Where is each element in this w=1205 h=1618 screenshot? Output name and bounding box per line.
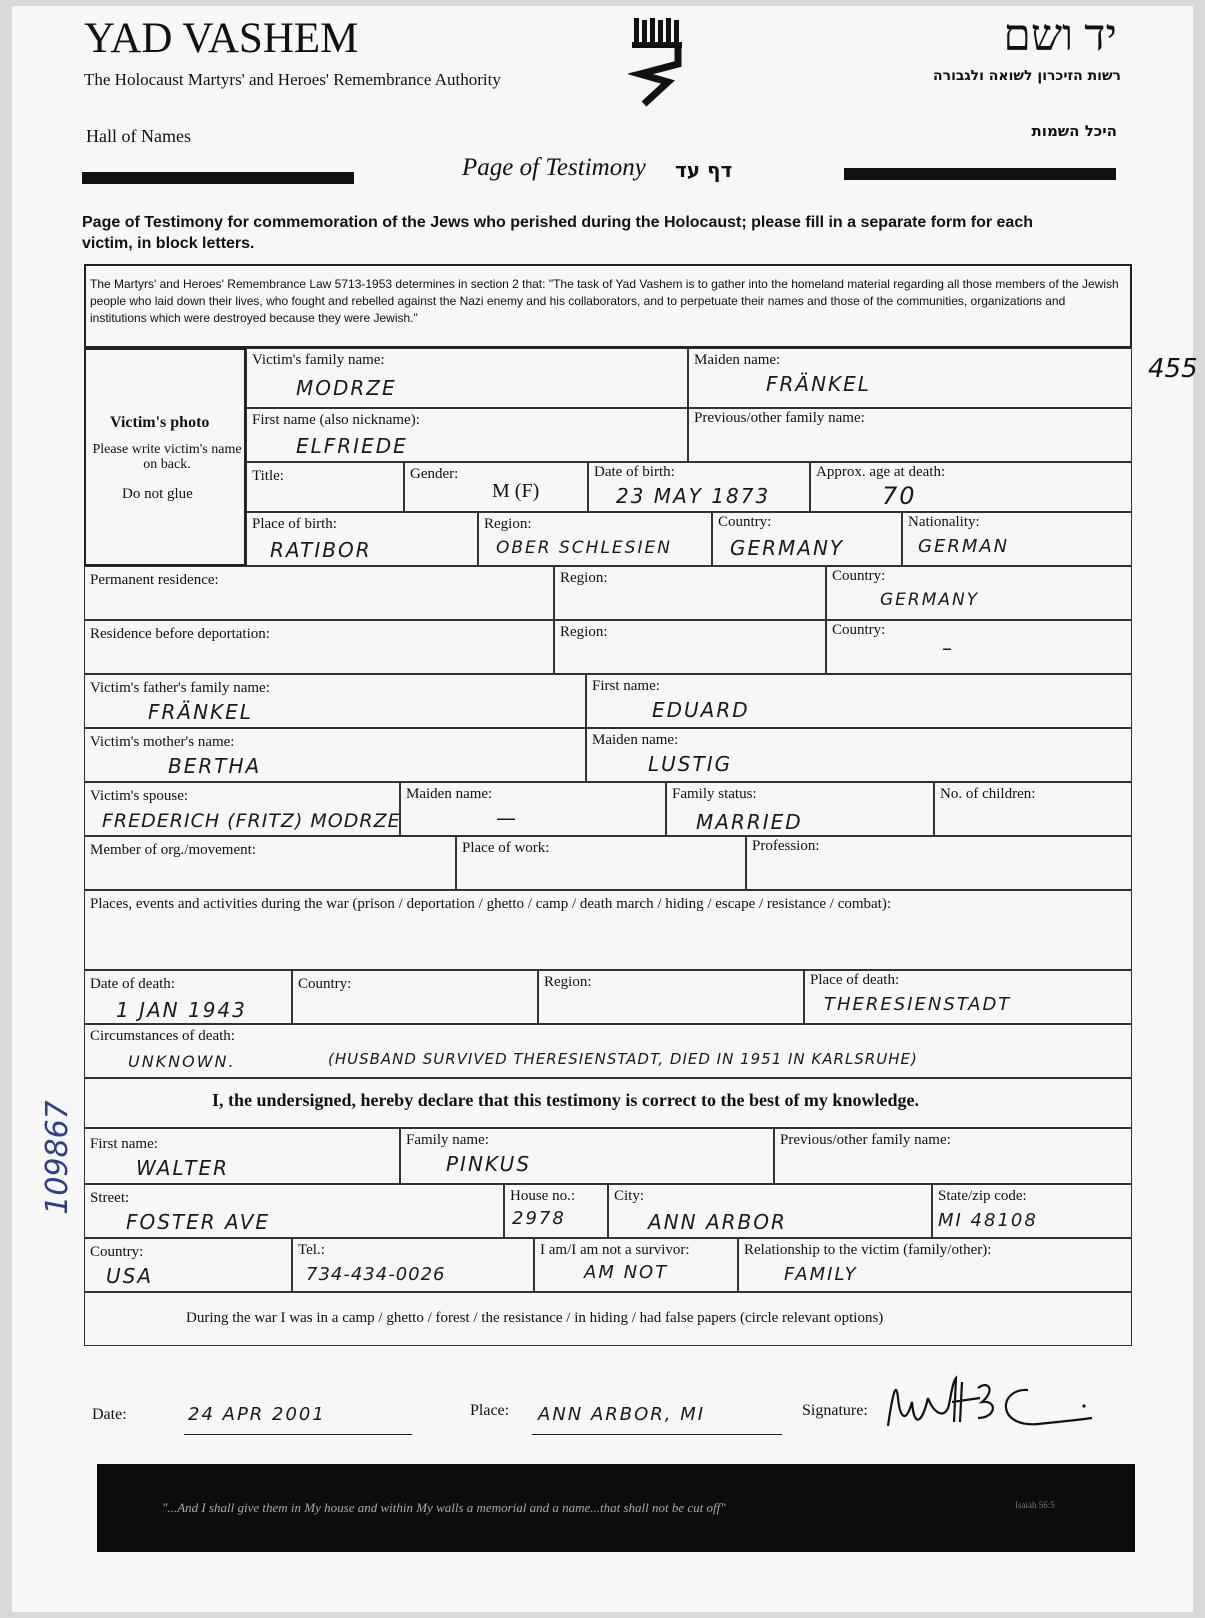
mother-name: BERTHA — [168, 754, 262, 778]
death-place: THERESIENSTADT — [824, 994, 1012, 1015]
victim-age: 70 — [882, 482, 917, 510]
family-status-label: Family status: — [672, 786, 757, 802]
victim-country-label: Country: — [718, 514, 772, 530]
signoff-date: 24 APR 2001 — [188, 1404, 326, 1425]
death-country-label: Country: — [298, 976, 352, 992]
signoff-place: ANN ARBOR, MI — [538, 1404, 706, 1425]
father-name: FRÄNKEL — [148, 700, 253, 724]
signoff-date-line — [184, 1434, 412, 1435]
spouse-label: Victim's spouse: — [90, 788, 189, 804]
victim-gender-label: Gender: — [410, 466, 459, 482]
permanent-region-label: Region: — [560, 570, 608, 586]
victim-family-name: MODRZE — [296, 376, 397, 400]
tel-value: 734-434-0026 — [306, 1264, 446, 1285]
permanent-residence-label: Permanent residence: — [90, 572, 219, 588]
footer-banner — [97, 1464, 1135, 1552]
submitter-country-label: Country: — [90, 1244, 144, 1260]
victim-first-name-label: First name (also nickname): — [252, 412, 420, 428]
signature-label: Signature: — [802, 1402, 868, 1419]
org-name-en: YAD VASHEM — [84, 15, 359, 62]
org-subtitle-he: רשות הזיכרון לשואה ולגבורה — [933, 68, 1121, 84]
side-number: 109867 — [39, 1100, 75, 1215]
photo-note: Please write victim's name on back. — [92, 442, 242, 472]
form-title-he: דף עד — [675, 158, 733, 182]
signoff-place-line — [532, 1434, 782, 1435]
permanent-country-label: Country: — [832, 568, 886, 584]
submitter-country: USA — [106, 1264, 154, 1288]
signature-mark — [878, 1368, 1108, 1434]
org-movement-label: Member of org./movement: — [90, 842, 256, 858]
victim-first-name: ELFRIEDE — [296, 434, 408, 458]
org-subtitle-en: The Holocaust Martyrs' and Heroes' Remembrance Authority — [84, 70, 501, 89]
title-rule-right — [844, 168, 1116, 180]
father-first-name: EDUARD — [652, 698, 750, 722]
spouse-name: FREDERICH (FRITZ) MODRZE — [102, 810, 401, 832]
victim-dob-label: Date of birth: — [594, 464, 675, 480]
street-label: Street: — [90, 1190, 130, 1206]
victim-gender: M (F) — [492, 480, 540, 502]
hall-of-names-en: Hall of Names — [86, 126, 191, 146]
house-value: 2978 — [512, 1208, 566, 1229]
yad-vashem-logo — [628, 12, 688, 108]
relation-label: Relationship to the victim (family/other): — [744, 1242, 992, 1258]
residence-before-label: Residence before deportation: — [90, 626, 270, 642]
tel-label: Tel.: — [298, 1242, 325, 1258]
relation-value: FAMILY — [784, 1264, 858, 1285]
instructions: Page of Testimony for commemoration of the Jews who perished during the Holocaust; please fill in a separate form for each victim, in block letters. — [82, 214, 1033, 252]
city-value: ANN ARBOR — [648, 1210, 787, 1234]
submitter-family-label: Family name: — [406, 1132, 489, 1148]
death-date: 1 JAN 1943 — [116, 998, 247, 1022]
victim-pob: RATIBOR — [270, 538, 372, 562]
signoff-place-label: Place: — [470, 1402, 510, 1419]
death-circumstances-note: (HUSBAND SURVIVED THERESIENSTADT, DIED IN 1951 IN KARLSRUHE) — [328, 1050, 918, 1068]
victim-maiden-name: FRÄNKEL — [766, 372, 871, 396]
testimony-page — [12, 6, 1198, 1612]
death-circumstances: UNKNOWN. — [128, 1052, 236, 1071]
submitter-first-label: First name: — [90, 1136, 158, 1152]
submitter-prev-label: Previous/other family name: — [780, 1132, 951, 1148]
victim-pob-label: Place of birth: — [252, 516, 337, 532]
submitter-first: WALTER — [136, 1156, 229, 1180]
form-title-en: Page of Testimony — [462, 154, 646, 181]
hall-of-names-he: היכל השמות — [1031, 122, 1117, 140]
city-label: City: — [614, 1188, 645, 1204]
margin-note: 455 — [1148, 354, 1198, 384]
residence-before-country: – — [942, 636, 954, 660]
victim-title-label: Title: — [252, 468, 284, 484]
zip-label: State/zip code: — [938, 1188, 1027, 1204]
father-label: Victim's father's family name: — [90, 680, 270, 696]
war-experience-text: During the war I was in a camp / ghetto / forest / the resistance / in hiding / had false papers (circle relevant options) — [186, 1310, 884, 1326]
victim-family-name-label: Victim's family name: — [252, 352, 385, 368]
father-first-label: First name: — [592, 678, 660, 694]
permanent-country: GERMANY — [880, 590, 980, 610]
victim-region-label: Region: — [484, 516, 532, 532]
victim-age-label: Approx. age at death: — [816, 464, 946, 480]
photo-glue: Do not glue — [122, 486, 193, 502]
submitter-family: PINKUS — [446, 1152, 532, 1176]
law-text: The Martyrs' and Heroes' Remembrance Law 5713-1953 determines in section 2 that: "The task of Yad Vashem is to gather into the homeland material regarding all those members of the Jewish people who laid down their lives, who fought and rebelled against the Nazi enemy and his collaborators, and to perpetuate their names and those of the communities, organizations and institutions which were destroyed because they were Jewish." — [90, 277, 1119, 325]
spouse-maiden-label: Maiden name: — [406, 786, 493, 802]
declaration-text: I, the undersigned, hereby declare that this testimony is correct to the best of my knowledge. — [212, 1090, 919, 1110]
zip-value: MI 48108 — [938, 1210, 1038, 1231]
title-rule-left — [82, 172, 354, 184]
family-status: MARRIED — [696, 810, 803, 834]
photo-title: Victim's photo — [110, 414, 210, 431]
death-place-label: Place of death: — [810, 972, 900, 988]
children-label: No. of children: — [940, 786, 1036, 802]
signoff-date-label: Date: — [92, 1406, 127, 1423]
victim-maiden-name-label: Maiden name: — [694, 352, 781, 368]
street-value: FOSTER AVE — [126, 1210, 271, 1234]
victim-prev-family-label: Previous/other family name: — [694, 410, 865, 426]
death-region-label: Region: — [544, 974, 592, 990]
footer-reference: Isaiah 56:5 — [1015, 1500, 1055, 1510]
residence-before-region-label: Region: — [560, 624, 608, 640]
victim-country: GERMANY — [730, 536, 845, 560]
spouse-maiden: — — [496, 806, 518, 830]
death-date-label: Date of death: — [90, 976, 175, 992]
victim-nationality: GERMAN — [918, 536, 1010, 557]
survivor-label: I am/I am not a survivor: — [540, 1242, 690, 1258]
org-name-he: יד ושם — [1003, 11, 1117, 60]
war-activities-label: Places, events and activities during the war (prison / deportation / ghetto / camp / death march / hiding / escape / resistance / combat): — [90, 896, 892, 912]
victim-nationality-label: Nationality: — [908, 514, 980, 530]
residence-before-country-label: Country: — [832, 622, 886, 638]
profession-label: Profession: — [752, 838, 820, 854]
survivor-value: AM NOT — [584, 1262, 669, 1283]
place-of-work-label: Place of work: — [462, 840, 550, 856]
victim-dob: 23 MAY 1873 — [616, 484, 771, 508]
mother-maiden-label: Maiden name: — [592, 732, 679, 748]
death-circumstances-label: Circumstances of death: — [90, 1028, 235, 1044]
house-label: House no.: — [510, 1188, 575, 1204]
mother-maiden-name: LUSTIG — [648, 752, 733, 776]
footer-quote: "...And I shall give them in My house and within My walls a memorial and a name...that shall not be cut off" — [162, 1500, 726, 1515]
victim-region: OBER SCHLESIEN — [496, 538, 672, 558]
mother-label: Victim's mother's name: — [90, 734, 235, 750]
